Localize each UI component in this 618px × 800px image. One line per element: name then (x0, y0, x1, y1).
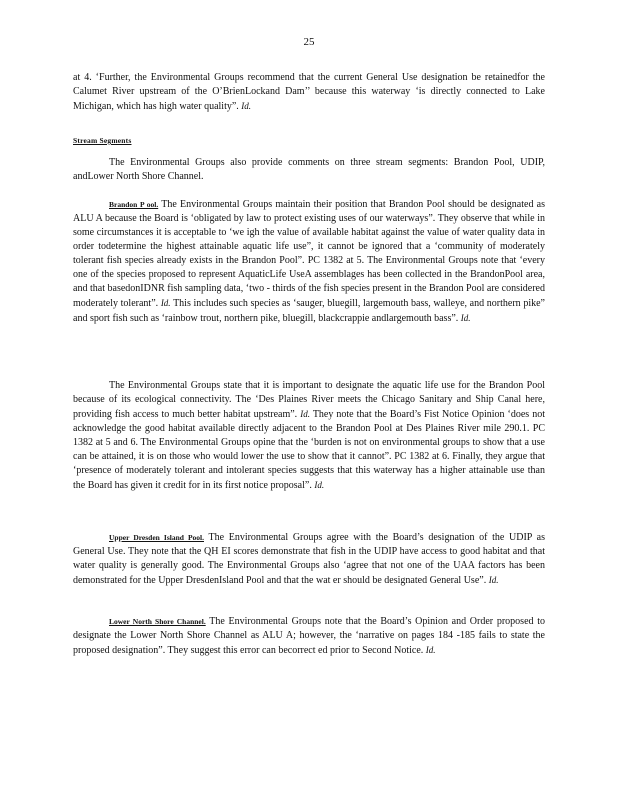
udip-paragraph (73, 531, 545, 588)
paragraph-text: The Environmental Groups note that the Board’s Opinion and Order proposed to designate the Lower North Shore Channel as ALU A; however, the ‘narrative on pages 184 -185 fails to state the proposed designation”. They suggest this error can becorrect ed prior to Second Notice. (73, 616, 545, 656)
citation: Id. (488, 575, 499, 585)
paragraph (73, 379, 545, 493)
subheading: Upper Dresden Island Pool. (109, 533, 204, 542)
paragraph (73, 71, 545, 114)
overview-paragraph (73, 156, 545, 184)
page-number: 25 (303, 36, 315, 48)
citation: Id. (160, 298, 171, 308)
citation: Id. (241, 101, 252, 111)
paragraph: The Environmental Groups also provide comments on three stream segments: Brandon Pool, UDIP, andLower North Shore Channel. (73, 157, 545, 182)
section-heading-block (73, 130, 545, 148)
subheading: Lower North Shore Channel. (109, 617, 206, 626)
brandon-pool-paragraph-2 (73, 379, 545, 493)
paragraph (73, 615, 545, 658)
citation: Id. (460, 313, 471, 323)
paragraph-text: The Environmental Groups state that it is important to designate the aquatic life use for the Brandon Pool because of its ecological connectivity. The ‘Des Plaines River meets the Chicago Sanitary and Ship Canal here, providing fish access to much better habitat upstream”. (73, 380, 545, 420)
citation: Id. (425, 645, 436, 655)
paragraph-text: at 4. ‘Further, the Environmental Groups recommend that the current General Use designation be retainedfor the Calumet River upstream of the O’BrienLockand Dam’’ because this waterway ‘is directly connected to Lake Michigan, which has high water quality”. (73, 72, 545, 112)
citation: Id. (314, 480, 325, 490)
paragraph (73, 531, 545, 588)
paragraph (73, 198, 545, 326)
paragraph-text: This includes such species as ‘sauger, bluegill, largemouth bass, walleye, and northern pike” and sport fish such as ‘rainbow trout, northern pike, bluegill, blackcrappie andlargemouth bass”. (73, 298, 545, 324)
subheading: Brandon P ool. (109, 200, 159, 209)
lnsc-paragraph (73, 615, 545, 658)
paragraph-text: The Environmental Groups agree with the Board’s designation of the UDIP as General Use. They note that the QH EI scores demonstrate that fish in the UDIP have access to good habitat and that water quality is generally good. The Environmental Groups also ‘agree that not one of the UAA factors has been demonstrated for the Upper DresdenIsland Pool and that the wat er should be designated General Use”. (73, 532, 545, 586)
intro-paragraph (73, 71, 545, 114)
citation: Id. (300, 409, 310, 419)
paragraph-text: The Environmental Groups maintain their position that Brandon Pool should be designated as ALU A because the Board is ‘obligated by law to protect existing uses of our waterways”. They observe that while in some circumstances it is acceptable to ‘we igh the value of available habitat against the value of water quality data in order todetermine the highest attainable aquatic life use”, it cannot be ignored that a ‘community of moderately tolerant fish species already exists in the Brandon Pool”. PC 1382 at 5. The Environmental Groups note that ‘every one of the species proposed to represent AquaticLife UseA assemblages has been collected in the BrandonPool area, and that basedonIDNR fish sampling data, ‘two - thirds of the fish species present in the Brandon Pool are considered moderately tolerant”. (73, 199, 546, 309)
section-heading: Stream Segments (73, 136, 132, 145)
paragraph-text: They note that the Board’s Fist Notice Opinion ‘does not acknowledge the good habitat available directly adjacent to the Brandon Pool at Des Plaines River mile 290.1. PC 1382 at 5 and 6. The Environmental Groups opine that the ‘burden is not on environmental groups to show that a use can be attained, it is on those who would lower the use to show that it cannot”. PC 1382 at 6. Finally, they argue that ‘presence of moderately tolerant and intolerant species suggests that this waterway has a higher attainable use than the Board has given it credit for in its first notice proposal”. (73, 409, 546, 491)
brandon-pool-paragraph-1 (73, 198, 545, 326)
